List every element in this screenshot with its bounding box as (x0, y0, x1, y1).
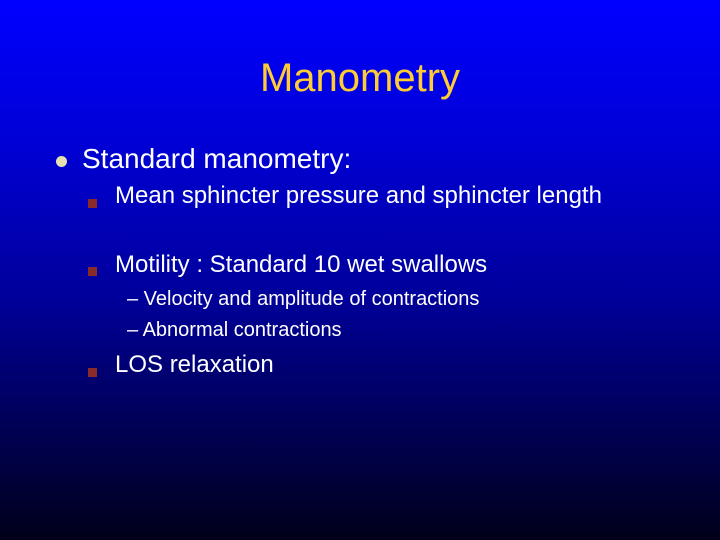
sub-bullet-velocity-amplitude: – Velocity and amplitude of contractions (127, 288, 480, 310)
sub-bullet-abnormal-contractions: – Abnormal contractions (127, 319, 342, 341)
bullet-standard-manometry: Standard manometry: (82, 143, 352, 174)
bullet-square-icon (88, 368, 97, 377)
bullet-mean-sphincter-pressure: Mean sphincter pressure and sphincter length (115, 182, 602, 209)
bullet-square-icon (88, 267, 97, 276)
bullet-los-relaxation: LOS relaxation (115, 351, 274, 378)
slide-title: Manometry (259, 56, 461, 100)
bullet-level1-dot (56, 156, 67, 167)
bullet-motility: Motility : Standard 10 wet swallows (115, 251, 488, 278)
bullet-square-icon (88, 199, 97, 208)
